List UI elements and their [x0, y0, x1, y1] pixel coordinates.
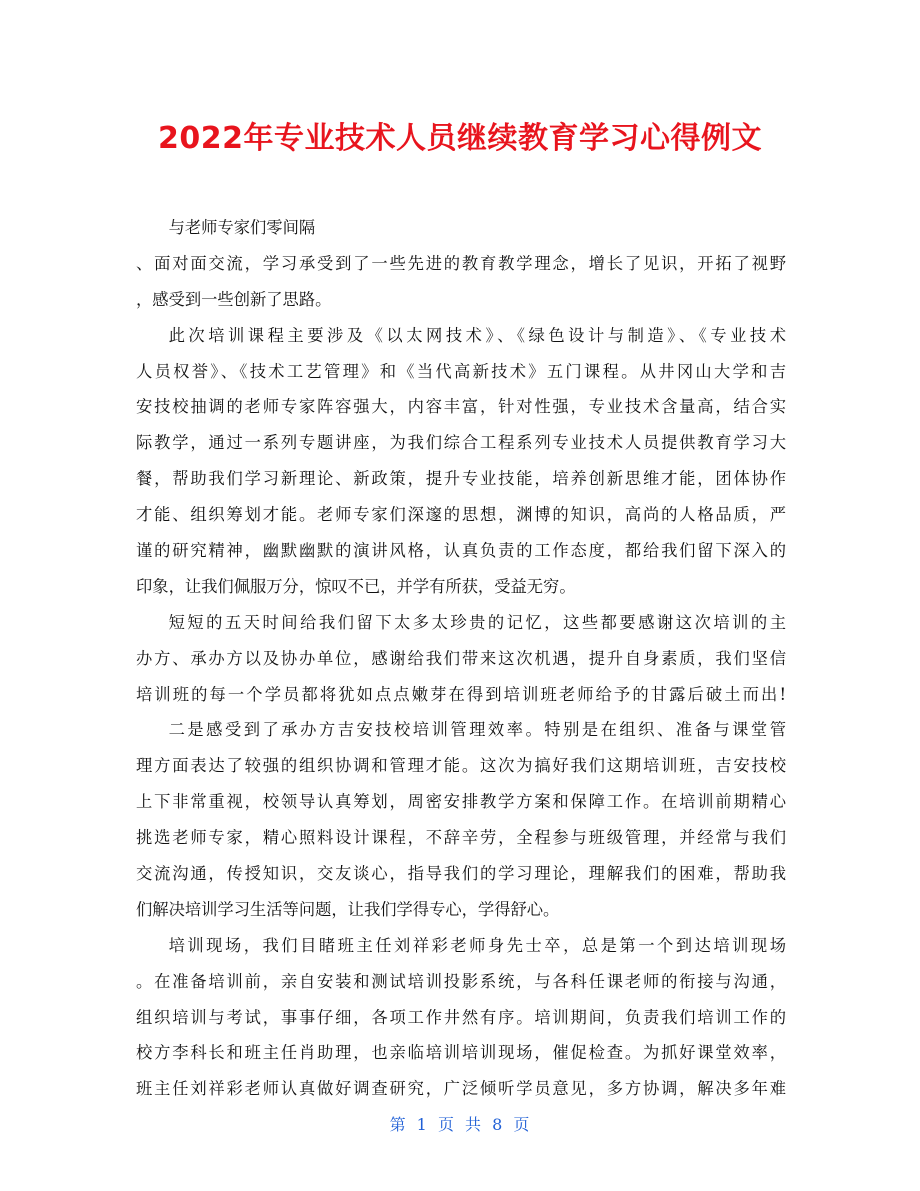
document-title: 2022年专业技术人员继续教育学习心得例文	[158, 121, 762, 156]
text-line-06: 安技校抽调的老师专家阵容强大，内容丰富，针对性强，专业技术含量高，结合实	[136, 397, 786, 417]
text-line-18: 挑选老师专家，精心照料设计课程，不辞辛劳，全程参与班级管理，并经常与我们	[136, 828, 786, 848]
text-line-20: 们解决培训学习生活等问题，让我们学得专心，学得舒心。	[136, 899, 560, 919]
text-line-19: 交流沟通，传授知识，交友谈心，指导我们的学习理论，理解我们的困难，帮助我	[136, 864, 786, 884]
text-line-17: 上下非常重视，校领导认真筹划，周密安排教学方案和保障工作。在培训前期精心	[136, 792, 786, 812]
text-line-12: 短短的五天时间给我们留下太多太珍贵的记忆，这些都要感谢这次培训的主	[168, 612, 786, 632]
text-line-21: 培训现场，我们目睹班主任刘祥彩老师身先士卒，总是第一个到达培训现场	[168, 935, 786, 955]
text-line-07: 际教学，通过一系列专题讲座，为我们综合工程系列专业技术人员提供教育学习大	[136, 433, 786, 453]
document-body	[136, 210, 786, 1107]
text-line-01: 与老师专家们零间隔	[168, 218, 316, 237]
text-line-15: 二是感受到了承办方吉安技校培训管理效率。特别是在组织、准备与课堂管	[168, 720, 786, 740]
text-line-13: 办方、承办方以及协办单位，感谢给我们带来这次机遇，提升自身素质，我们坚信	[136, 648, 786, 668]
text-line-09: 才能、组织筹划才能。老师专家们深邃的思想，渊博的知识，高尚的人格品质，严	[136, 505, 786, 525]
text-line-08: 餐，帮助我们学习新理论、新政策，提升专业技能，培养创新思维才能，团体协作	[136, 469, 786, 489]
text-line-24: 校方李科长和班主任肖助理，也亲临培训培训现场，催促检查。为抓好课堂效率，	[136, 1043, 786, 1063]
text-line-04: 此次培训课程主要涉及《以太网技术》、《绿色设计与制造》、《专业技术	[168, 325, 786, 345]
text-line-16: 理方面表达了较强的组织协调和管理才能。这次为搞好我们这期培训班，吉安技校	[136, 756, 786, 776]
text-line-11: 印象，让我们佩服万分，惊叹不已，并学有所获，受益无穷。	[136, 576, 576, 596]
text-line-23: 组织培训与考试，事事仔细，各项工作井然有序。培训期间，负责我们培训工作的	[136, 1007, 786, 1027]
text-line-25: 班主任刘祥彩老师认真做好调查研究，广泛倾听学员意见，多方协调，解决多年难	[136, 1079, 786, 1099]
text-line-05: 人员权誉》、《技术工艺管理》和《当代高新技术》五门课程。从井冈山大学和吉	[136, 361, 786, 381]
text-line-14: 培训班的每一个学员都将犹如点点嫩芽在得到培训班老师给予的甘露后破土而出!	[136, 684, 786, 704]
text-line-02: 、面对面交流，学习承受到了一些先进的教育教学理念，增长了见识，开拓了视野	[136, 253, 786, 273]
page-number-footer: 第 1 页 共 8 页	[389, 1115, 531, 1134]
text-line-10: 谨的研究精神，幽默幽默的演讲风格，认真负责的工作态度，都给我们留下深入的	[136, 541, 786, 561]
text-line-22: 。在准备培训前，亲自安装和测试培训投影系统，与各科任课老师的衔接与沟通，	[136, 971, 786, 991]
text-line-03: ，感受到一些创新了思路。	[136, 289, 332, 309]
